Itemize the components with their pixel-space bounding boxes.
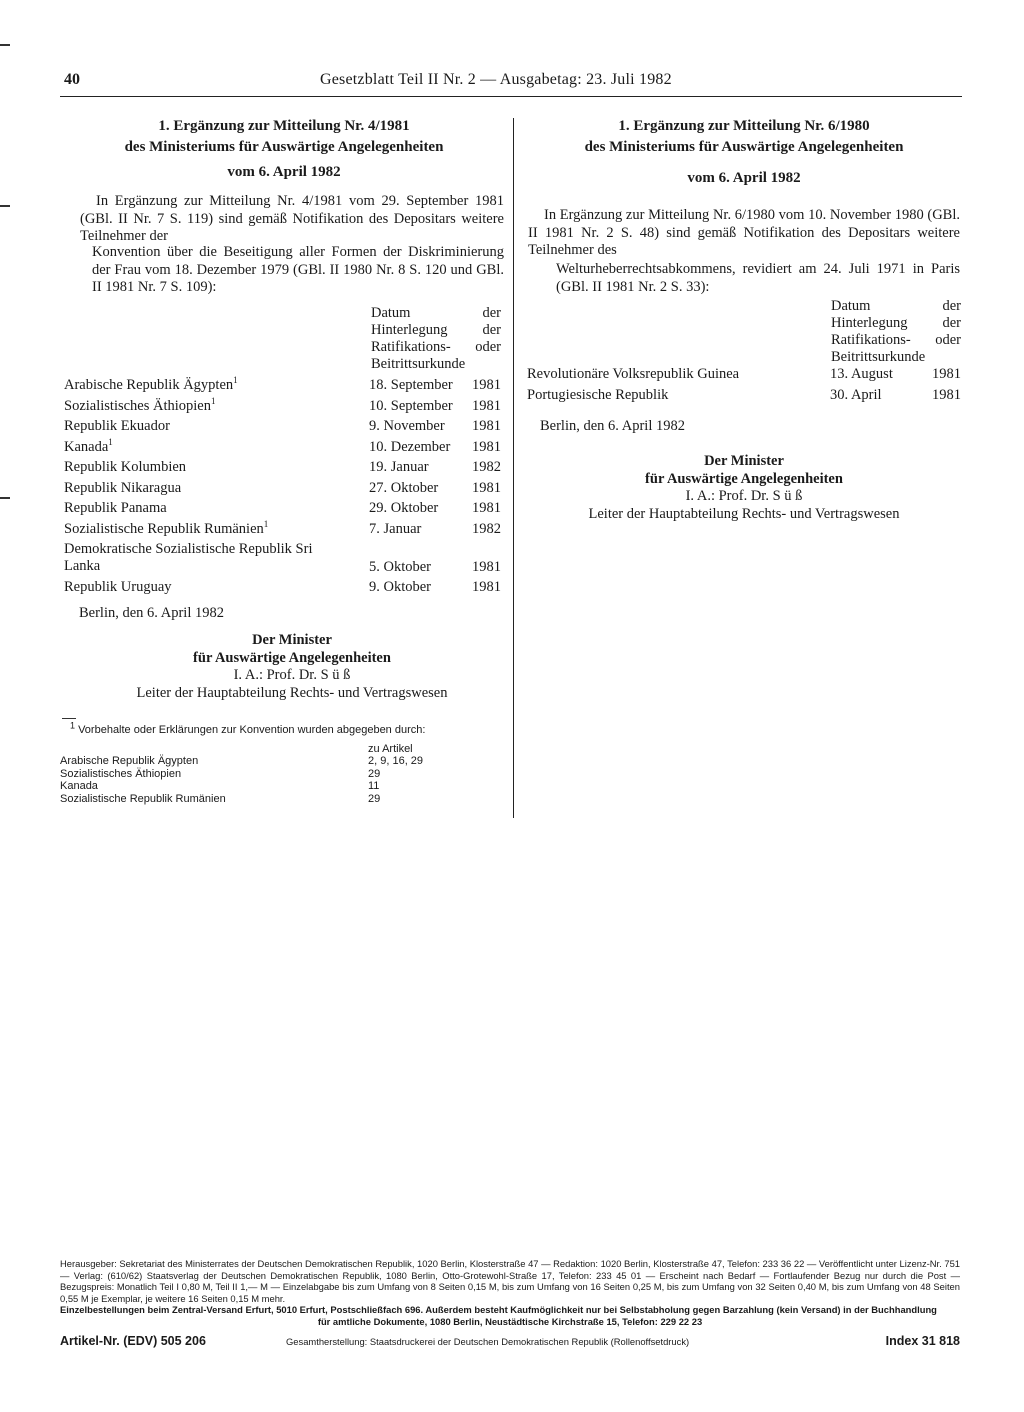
table-row: [64, 459, 501, 480]
country-cell: Revolutionäre Volksrepublik Guinea: [527, 366, 740, 382]
right-signature-block: [520, 453, 968, 523]
table-row: [64, 579, 501, 600]
left-intro-text: In Ergänzung zur Mitteilung Nr. 4/1981 vom 29. September 1981 (GBl. II Nr. 7 S. 119) sind gemäß Notifikation des Depositars weitere Teilnehmer der: [80, 193, 504, 244]
year-cell: 1981: [472, 397, 501, 414]
year-cell: 1981: [472, 438, 501, 455]
index-number: Index 31 818: [885, 1334, 960, 1348]
right-intro-text: In Ergänzung zur Mitteilung Nr. 6/1980 vom 10. November 1980 (GBl. II 1981 Nr. 2 S. 48) sind gemäß Notifikation des Depositars weitere Teilnehmer des: [528, 207, 960, 258]
left-signature-block: [62, 632, 522, 702]
signature-role: Leiter der Hauptabteilung Rechts- und Vertragswesen: [588, 505, 900, 522]
country-cell: Republik Uruguay: [64, 579, 172, 595]
year-cell: 1981: [472, 418, 501, 434]
right-convention-paragraph: Welturheberrechtsabkommens, revidiert am 24. Juli 1971 in Paris (GBl. II 1981 Nr. 2 S. 33):: [556, 261, 960, 295]
table-row: [527, 387, 961, 408]
year-cell: 1981: [932, 366, 961, 382]
table-row: [64, 377, 501, 398]
table-row: [64, 436, 501, 460]
signature-minister: Der Minister: [252, 632, 332, 648]
date-cell: 13. August: [830, 366, 893, 382]
date-cell: 10. September: [369, 397, 453, 414]
signature-name: I. A.: Prof. Dr. S ü ß: [685, 488, 803, 504]
country-cell: Arabische Republik Ägypten$^1$: [64, 375, 238, 393]
left-title-line1: 1. Ergänzung zur Mitteilung Nr. 4/1981: [158, 118, 410, 134]
signature-ministry: für Auswärtige Angelegenheiten: [645, 470, 843, 487]
country-cell: Sozialistisches Äthiopien$^1$: [64, 395, 216, 414]
date-cell: 7. Januar: [369, 520, 422, 537]
header-rule: [60, 96, 962, 97]
country-cell: Republik Ekuador: [64, 418, 170, 434]
imprint: [60, 1258, 960, 1328]
signature-name: I. A.: Prof. Dr. S ü ß: [233, 667, 351, 683]
table-row: [64, 500, 501, 521]
year-cell: 1981: [472, 377, 501, 393]
year-cell: 1982: [472, 459, 501, 475]
country-cell: Demokratische Sozialistische Republik Sri Lanka: [64, 541, 313, 574]
country-cell: Republik Nikaragua: [64, 479, 182, 496]
country-cell: Portugiesische Republik: [527, 386, 669, 403]
page-number: 40: [64, 71, 80, 88]
left-title-date: vom 6. April 1982: [227, 164, 341, 180]
signature-role: Leiter der Hauptabteilung Rechts- und Vertragswesen: [136, 684, 448, 701]
date-cell: 19. Januar: [369, 459, 429, 475]
right-title-line2: des Ministeriums für Auswärtige Angelegenheiten: [584, 139, 904, 155]
scan-mark: [0, 497, 10, 499]
footnote-rule: [62, 718, 76, 719]
left-datum-header: Datum der Hinterlegung der Ratifikations- oder Beitrittsurkunde: [371, 305, 501, 372]
date-cell: 9. Oktober: [369, 579, 432, 595]
year-cell: 1982: [472, 520, 501, 537]
footnote-row: Sozialistische Republik Rumänien 29: [60, 792, 381, 805]
left-notice-title: [64, 116, 504, 183]
footnote-ref: 1: [211, 395, 216, 406]
footnote-ref: 1: [263, 518, 269, 529]
right-place-date: Berlin, den 6. April 1982: [540, 418, 685, 434]
right-title-date: vom 6. April 1982: [687, 170, 801, 186]
imprint-orders-line2: für amtliche Dokumente, 1080 Berlin, Neustädtische Kirchstraße 15, Telefon: 229 22 23: [317, 1315, 703, 1327]
table-row: [64, 480, 501, 501]
date-cell: 5. Oktober: [369, 559, 432, 575]
year-cell: 1981: [472, 559, 501, 575]
right-datum-header: Datum der Hinterlegung der Ratifikations- oder Beitrittsurkunde: [831, 298, 961, 365]
table-row: [64, 518, 501, 542]
footnote: [60, 720, 498, 805]
printer-credit: Gesamtherstellung: Staatsdruckerei der Deutschen Demokratischen Republik (Rollenoffsetdruck): [286, 1336, 690, 1347]
left-title-line2: des Ministeriums für Auswärtige Angelegenheiten: [124, 139, 444, 155]
footnote-row: Arabische Republik Ägypten 2, 9, 16, 29: [60, 755, 424, 767]
signature-ministry: für Auswärtige Angelegenheiten: [193, 649, 391, 666]
country-cell: Sozialistische Republik Rumänien$^1$: [64, 518, 269, 537]
right-notice-title: [524, 116, 964, 189]
date-cell: 10. Dezember: [369, 438, 451, 455]
scan-mark: [0, 44, 10, 46]
table-row: [64, 541, 501, 579]
footnote-row: Sozialistisches Äthiopien 29: [60, 767, 381, 780]
table-row: [527, 366, 961, 387]
country-cell: Kanada$^1$: [64, 436, 113, 455]
right-intro-paragraph: [528, 207, 960, 260]
footnote-ref: 1: [233, 375, 238, 386]
footnote-marker: 1: [70, 720, 76, 731]
signature-minister: Der Minister: [704, 453, 784, 469]
right-participants-table: [527, 366, 961, 407]
left-intro-paragraph: [80, 193, 504, 246]
imprint-orders: Einzelbestellungen beim Zentral-Versand Erfurt, 5010 Erfurt, Postschließfach 696. Außerdem besteht Kaufmöglichkeit nur bei Selbstabholung gegen Barzahlung (kein Versand) in der Buchhandlung: [60, 1304, 937, 1316]
date-cell: 9. November: [369, 418, 445, 434]
date-cell: 30. April: [830, 386, 882, 403]
date-cell: 18. September: [369, 377, 453, 393]
left-place-date: Berlin, den 6. April 1982: [79, 605, 224, 621]
date-cell: 27. Oktober: [369, 479, 439, 496]
footnote-ref: 1: [108, 436, 113, 447]
year-cell: 1981: [932, 386, 961, 403]
year-cell: 1981: [472, 579, 501, 595]
date-cell: 29. Oktober: [369, 500, 439, 516]
left-participants-table: [64, 377, 501, 600]
country-cell: Republik Panama: [64, 500, 167, 516]
table-row: [64, 418, 501, 439]
footnote-text: $^1$ Vorbehalte oder Erklärungen zur Konvention wurden abgegeben durch:: [70, 720, 426, 736]
country-cell: Republik Kolumbien: [64, 459, 187, 475]
column-divider: [513, 118, 514, 818]
footer-bar: [60, 1334, 960, 1350]
year-cell: 1981: [472, 500, 501, 516]
imprint-publisher: Herausgeber: Sekretariat des Ministerrates der Deutschen Demokratischen Republik, 1020 Berlin, Klosterstraße 47 — Redaktion: 1020 Berlin, Klosterstraße 47, Telefon: 233 36 22 — Veröffentlicht unter Lizenz-Nr. 751 — Verlag: (610/62) Staatsverlag der Deutschen Demokratischen Republik, 1080 Berlin, Otto-Grotewohl-Straße 17, Telefon: 233 45 01 — Erscheint nach Bedarf — Fortlaufender Bezug nur durch die Post — Bezugspreis: Monatlich Teil I 0,80 M, Teil II 1,— M — Einzelabgabe bis zum Umfang von 8 Seiten 0,15 M, bis zum Umfang von 16 Seiten 0,25 M, bis zum Umfang von 32 Seiten 0,40 M, bis zum Umfang von 48 Seiten 0,55 M je Exemplar, je weitere 16 Seiten 0,15 M mehr.: [60, 1258, 960, 1304]
running-title: Gesetzblatt Teil II Nr. 2 — Ausgabetag: 23. Juli 1982: [320, 71, 672, 88]
year-cell: 1981: [472, 479, 501, 496]
left-convention-paragraph: Konvention über die Beseitigung aller Formen der Diskriminierung der Frau vom 18. Dezember 1979 (GBl. II 1980 Nr. 8 S. 120 und GBl. II 1981 Nr. 7 S. 109):: [92, 244, 504, 295]
scan-mark: [0, 205, 10, 207]
right-title-line1: 1. Ergänzung zur Mitteilung Nr. 6/1980: [618, 118, 870, 134]
footnote-column-header: zu Artikel: [368, 742, 413, 755]
footnote-row: Kanada 11: [60, 780, 380, 792]
table-row: [64, 395, 501, 419]
article-number: Artikel-Nr. (EDV) 505 206: [60, 1334, 206, 1348]
